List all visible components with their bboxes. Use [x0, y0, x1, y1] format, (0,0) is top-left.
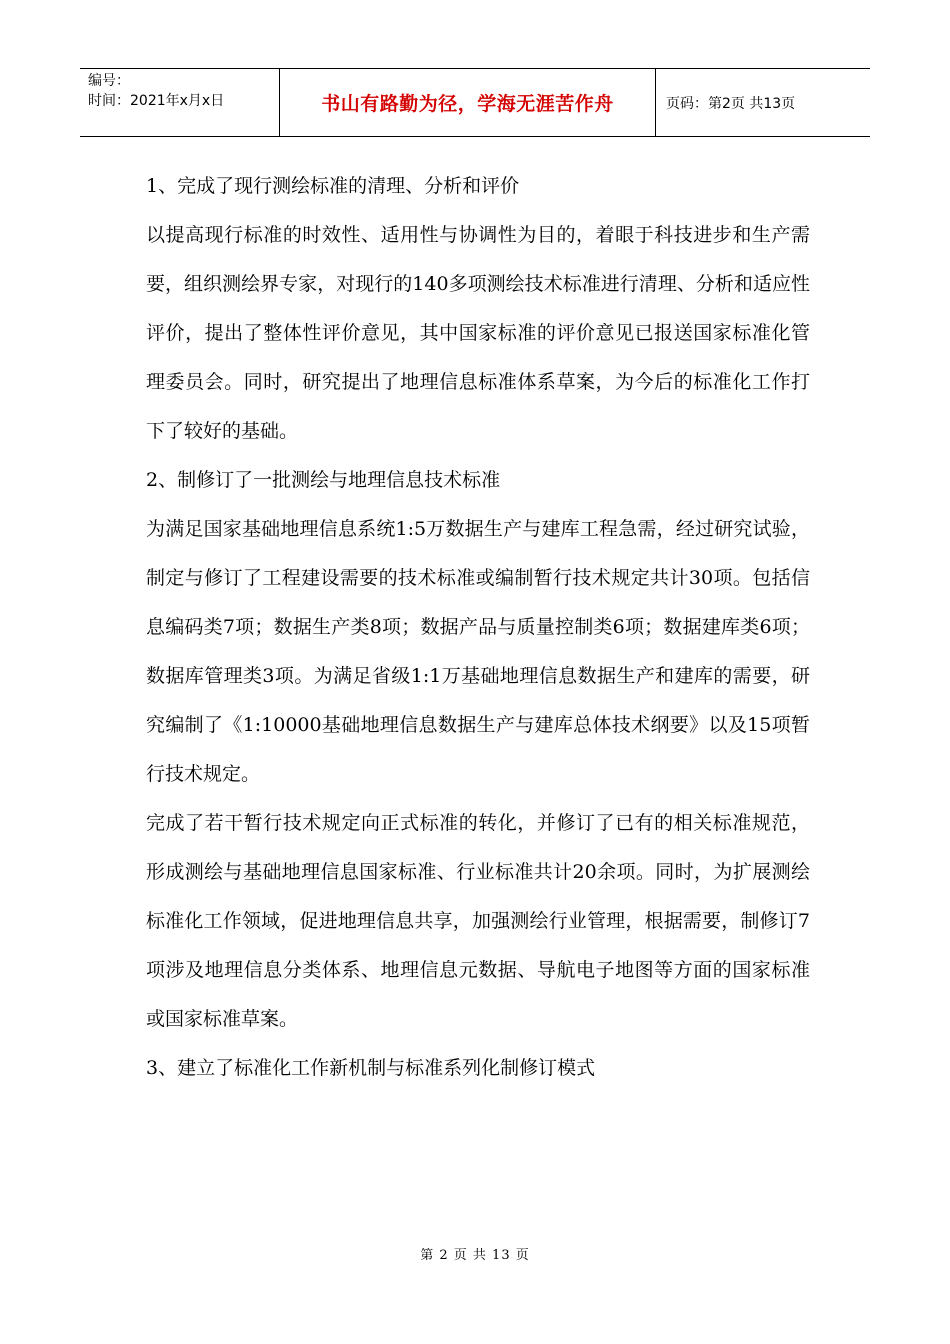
header-page-info: 页码：第2页 共13页 [666, 95, 796, 112]
section-heading-2: 2、制修订了一批测绘与地理信息技术标准 [146, 469, 501, 491]
header-motto: 书山有路勤为径，学海无涯苦作舟 [280, 69, 656, 136]
paragraph-1: 以提高现行标准的时效性、适用性与协调性为目的，着眼于科技进步和生产需要，组织测绘界专家，对现行的140多项测绘技术标准进行清理、分析和适应性评价，提出了整体性评价意见，其中国家标准的评价意见已报送国家标准化管理委员会。同时，研究提出了地理信息标准体系草案，为今后的标准化工作打下了较好的基础。 [146, 224, 810, 442]
section-heading-1: 1、完成了现行测绘标准的清理、分析和评价 [146, 175, 520, 197]
page-header [80, 68, 870, 137]
paragraph-3: 完成了若干暂行技术规定向正式标准的转化，并修订了已有的相关标准规范，形成测绘与基础地理信息国家标准、行业标准共计20余项。同时，为扩展测绘标准化工作领域，促进地理信息共享，加强测绘行业管理，根据需要，制修订7项涉及地理信息分类体系、地理信息元数据、导航电子地图等方面的国家标准或国家标准草案。 [146, 812, 810, 1030]
section-heading-3: 3、建立了标准化工作新机制与标准系列化制修订模式 [146, 1057, 596, 1079]
document-number-label: 编号： [88, 73, 130, 89]
document-body [146, 162, 810, 1093]
header-meta [80, 69, 280, 136]
paragraph-2: 为满足国家基础地理信息系统1:5万数据生产与建库工程急需，经过研究试验，制定与修订了工程建设需要的技术标准或编制暂行技术规定共计30项。包括信息编码类7项；数据生产类8项；数据产品与质量控制类6项；数据建库类6项；数据库管理类3项。为满足省级1:1万基础地理信息数据生产和建库的需要，研究编制了《1:10000基础地理信息数据生产与建库总体技术纲要》以及15项暂行技术规定。 [146, 518, 810, 785]
page-footer: 第 2 页 共 13 页 [420, 1248, 530, 1263]
document-date: 时间：2021年x月x日 [88, 93, 225, 109]
